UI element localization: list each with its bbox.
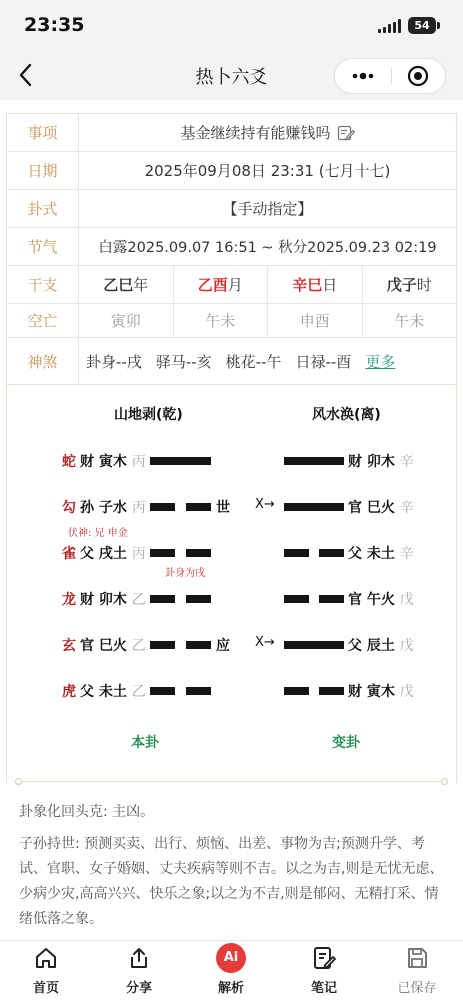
changed-line-label: 官 午火 戊 — [348, 592, 414, 608]
hexagram-line-row — [7, 542, 458, 564]
solar-term-label: 节气 — [7, 228, 79, 265]
changed-line-label: 官 巳火 辛 — [348, 500, 414, 516]
six-god-label: 雀 — [62, 546, 76, 562]
changed-yang-line-bar — [284, 641, 344, 649]
six-god-label: 龙 — [62, 592, 76, 608]
changed-yin-line-bar — [319, 549, 344, 557]
status-time: 23:35 — [24, 14, 85, 36]
shensha-item: 桃花--午 — [225, 352, 282, 371]
tab-analysis-label: 解析 — [217, 981, 244, 996]
share-icon — [127, 946, 151, 970]
method-label: 卦式 — [7, 190, 79, 227]
tab-notes-label: 笔记 — [310, 981, 337, 996]
changed-yin-line-bar — [284, 595, 309, 603]
yang-line-bar — [150, 457, 211, 465]
yin-line-bar — [186, 549, 211, 557]
matter-label: 事项 — [7, 114, 79, 151]
shensha-more-link[interactable]: 更多 — [365, 352, 396, 371]
solar-term-row — [7, 228, 456, 266]
date-label: 日期 — [7, 152, 79, 189]
tab-saved[interactable] — [371, 941, 463, 1000]
save-icon — [405, 946, 429, 970]
tab-home-label: 首页 — [32, 981, 59, 996]
status-bar — [0, 0, 463, 52]
month-pillar: 乙酉 月 — [174, 266, 269, 303]
signal-icon — [378, 19, 404, 33]
main-line-label: 孙 子水 丙 — [80, 500, 146, 516]
hexagram-line-row — [7, 496, 458, 518]
changed-yin-line-bar — [284, 549, 309, 557]
changed-hexagram-name: 风水涣(离) — [312, 407, 381, 423]
main-line-label: 官 巳火 乙 — [80, 638, 146, 654]
kongwang-hour: 午未 — [394, 312, 425, 330]
more-dots-icon[interactable] — [335, 59, 391, 93]
info-table — [6, 113, 457, 385]
changed-yin-line-bar — [319, 687, 344, 695]
matter-value: 基金继续持有能赚钱吗 — [180, 124, 331, 142]
hour-pillar: 戊子 时 — [386, 276, 432, 294]
yin-line-bar — [186, 595, 211, 603]
kongwang-year: 寅卯 — [79, 304, 174, 337]
changed-line-label: 父 未土 辛 — [348, 546, 414, 562]
shensha-item: 驿马--亥 — [155, 352, 212, 371]
yin-line-bar — [150, 595, 175, 603]
yin-line-bar — [150, 641, 175, 649]
moving-line-arrow: X→ — [255, 497, 275, 512]
hexagram-line-row — [7, 680, 458, 702]
yin-line-bar — [150, 549, 175, 557]
yin-line-bar — [186, 687, 211, 695]
hexagram-line-row — [7, 588, 458, 610]
kongwang-row — [7, 304, 456, 338]
page-title: 热卜六爻 — [195, 67, 268, 88]
ying-marker: 应 — [216, 638, 230, 654]
changed-line-label: 财 寅木 戊 — [348, 684, 414, 700]
tab-saved-label: 已保存 — [397, 981, 437, 996]
hexagram-line-row — [7, 634, 458, 656]
six-god-label: 玄 — [62, 638, 76, 654]
analysis-detail: 子孙持世: 预测买卖、出行、烦恼、出差、事物为吉;预测升学、考试、官职、女子婚姻、丈夫疾病等则不吉。以之为吉,则是无忧无虑、少病少灾,高高兴兴、快乐之象;以之为不吉,则是郁闷、无精打采、情绪低落之象。 — [19, 836, 444, 927]
tab-analysis[interactable] — [185, 941, 277, 1000]
ganzhi-label: 干支 — [7, 266, 79, 303]
date-value: 2025年09月08日 23:31 (七月十七) — [144, 162, 391, 180]
changed-yang-line-bar — [284, 457, 344, 465]
main-hexagram-name: 山地剥(乾) — [114, 407, 183, 423]
tab-home[interactable] — [0, 941, 92, 1000]
main-line-label: 财 寅木 丙 — [80, 454, 146, 470]
kongwang-label: 空亡 — [7, 304, 79, 337]
changed-yin-line-bar — [284, 687, 309, 695]
method-row — [7, 190, 456, 228]
yin-line-bar — [150, 687, 175, 695]
note-edit-icon — [312, 946, 336, 970]
hexagram-line-row — [7, 450, 458, 472]
shensha-item: 日禄--酉 — [295, 352, 352, 371]
six-god-label: 虎 — [62, 684, 76, 700]
changed-yang-line-bar — [284, 503, 344, 511]
yin-line-bar — [186, 641, 211, 649]
shensha-label: 神煞 — [7, 338, 79, 384]
six-god-label: 蛇 — [62, 454, 76, 470]
tab-share-label: 分享 — [125, 981, 152, 996]
bottom-tab-bar — [0, 940, 463, 1000]
shensha-item: 卦身--戌 — [86, 352, 142, 371]
kongwang-day: 申酉 — [268, 304, 363, 337]
fushen-note: 伏神: 兄 申金 — [68, 528, 128, 539]
date-row — [7, 152, 456, 190]
home-icon — [34, 946, 58, 970]
tab-share[interactable] — [93, 941, 185, 1000]
miniapp-capsule — [334, 58, 446, 94]
ai-badge-icon: Ai — [216, 943, 246, 973]
main-line-label: 财 卯木 乙 — [80, 592, 146, 608]
changed-line-label: 财 卯木 辛 — [348, 454, 414, 470]
changed-yin-line-bar — [319, 595, 344, 603]
yin-line-bar — [186, 503, 211, 511]
analysis-summary: 卦象化回头克: 主凶。 — [19, 804, 155, 820]
kongwang-month: 午未 — [174, 304, 269, 337]
hexagram-panel — [6, 378, 457, 783]
changed-hexagram-footer: 变卦 — [332, 735, 360, 751]
nav-bar — [0, 52, 463, 100]
solar-term-value: 白露2025.09.07 16:51 ~ 秋分2025.09.23 02:19 — [98, 240, 437, 256]
shi-marker: 世 — [216, 500, 230, 516]
year-pillar: 乙巳 年 — [79, 266, 174, 303]
edit-icon[interactable] — [337, 124, 355, 142]
battery-icon: 54 — [408, 17, 436, 34]
main-line-label: 父 未土 乙 — [80, 684, 146, 700]
moving-line-arrow: X→ — [255, 635, 275, 650]
section-divider — [18, 781, 445, 782]
day-pillar: 辛巳 日 — [268, 266, 363, 303]
main-line-label: 父 戌土 丙 — [80, 546, 146, 562]
yin-line-bar — [150, 503, 175, 511]
close-miniapp-icon[interactable] — [392, 59, 446, 93]
method-value: 【手动指定】 — [222, 200, 313, 218]
tab-notes[interactable] — [278, 941, 370, 1000]
changed-line-label: 父 辰土 戊 — [348, 638, 414, 654]
main-hexagram-footer: 本卦 — [131, 735, 159, 751]
guashen-note: 卦身为戌 — [165, 568, 205, 579]
ganzhi-row — [7, 266, 456, 304]
six-god-label: 勾 — [62, 500, 76, 516]
matter-row — [7, 114, 456, 152]
